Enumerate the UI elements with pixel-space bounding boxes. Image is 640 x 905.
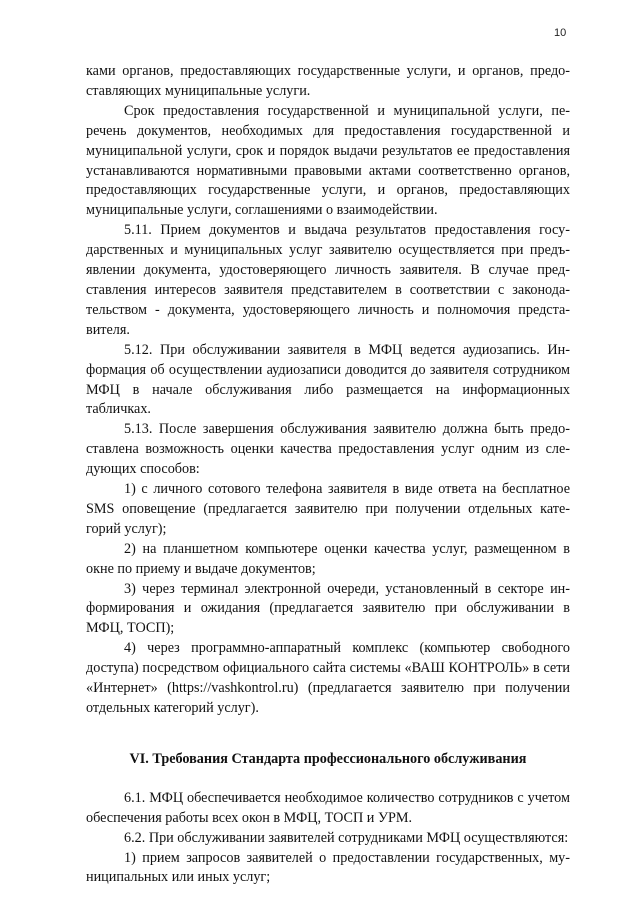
list-item-3: 3) через терминал электронной очереди, установленный в секторе информирования и ожидания (предлагается заявителю при обслуживании в МФЦ, ТОСП);: [86, 580, 570, 637]
list-item-4: 4) через программно-аппаратный комплекс (компьютер свободного доступа) посредством официального сайта системы «ВАШ КОНТРОЛЬ» в сети «Интернет» (https://vashkontrol.ru) (предлагается заявителю при получении отдельных категорий услуг).: [86, 640, 570, 716]
paragraph-5-12: 5.12. При обслуживании заявителя в МФЦ ведется аудиозапись. Информация об осуществлении аудиозаписи доводится до заявителя сотрудником МФЦ в начале обслуживания либо размещается на информационных табличках.: [86, 341, 570, 418]
paragraph-continuation: ками органов, предоставляющих государственные услуги, и органов, предоставляющих муниципальные услуги.: [86, 63, 570, 99]
paragraph-service-terms: Срок предоставления государственной и муниципальной услуги, перечень документов, необходимых для предоставления государственной и муниципальной услуги, срок и порядок выдачи результатов ее предоставления устанавливаются нормативными правовыми актами соответственно органов, предоставляющих государственные услуги, и органов, предоставляющих муниципальные услуги, соглашениями о взаимодействии.: [86, 102, 570, 219]
paragraph-5-11: 5.11. Прием документов и выдача результатов предоставления государственных и муниципальных услуг заявителю осуществляется при предъявлении документа, удостоверяющего личность заявителя. В случае представления интересов заявителя представителем в соответствии с законодательством - документа, удостоверяющего личность и полномочия представителя.: [86, 222, 570, 338]
paragraph-6-1: 6.1. МФЦ обеспечивается необходимое количество сотрудников с учетом обеспечения работы всех окон в МФЦ, ТОСП и УРМ.: [86, 789, 570, 826]
paragraph-6-2: 6.2. При обслуживании заявителей сотрудниками МФЦ осуществляются:: [124, 829, 569, 846]
document-body: [86, 62, 570, 888]
paragraph-5-13: 5.13. После завершения обслуживания заявителю должна быть предоставлена возможность оценки качества предоставления услуг одним из следующих способов:: [86, 421, 570, 478]
list-item-6-2-1: 1) прием запросов заявителей о предоставлении государственных, муниципальных или иных услуг;: [86, 849, 570, 886]
list-item-2: 2) на планшетном компьютере оценки качества услуг, размещенном в окне по приему и выдаче документов;: [86, 540, 570, 577]
page-number: 10: [554, 27, 567, 39]
list-item-1: 1) с личного сотового телефона заявителя в виде ответа на бесплатное SMS оповещение (предлагается заявителю при получении отдельных категорий услуг);: [86, 481, 570, 537]
section-heading: VI. Требования Стандарта профессионального обслуживания: [129, 750, 527, 767]
